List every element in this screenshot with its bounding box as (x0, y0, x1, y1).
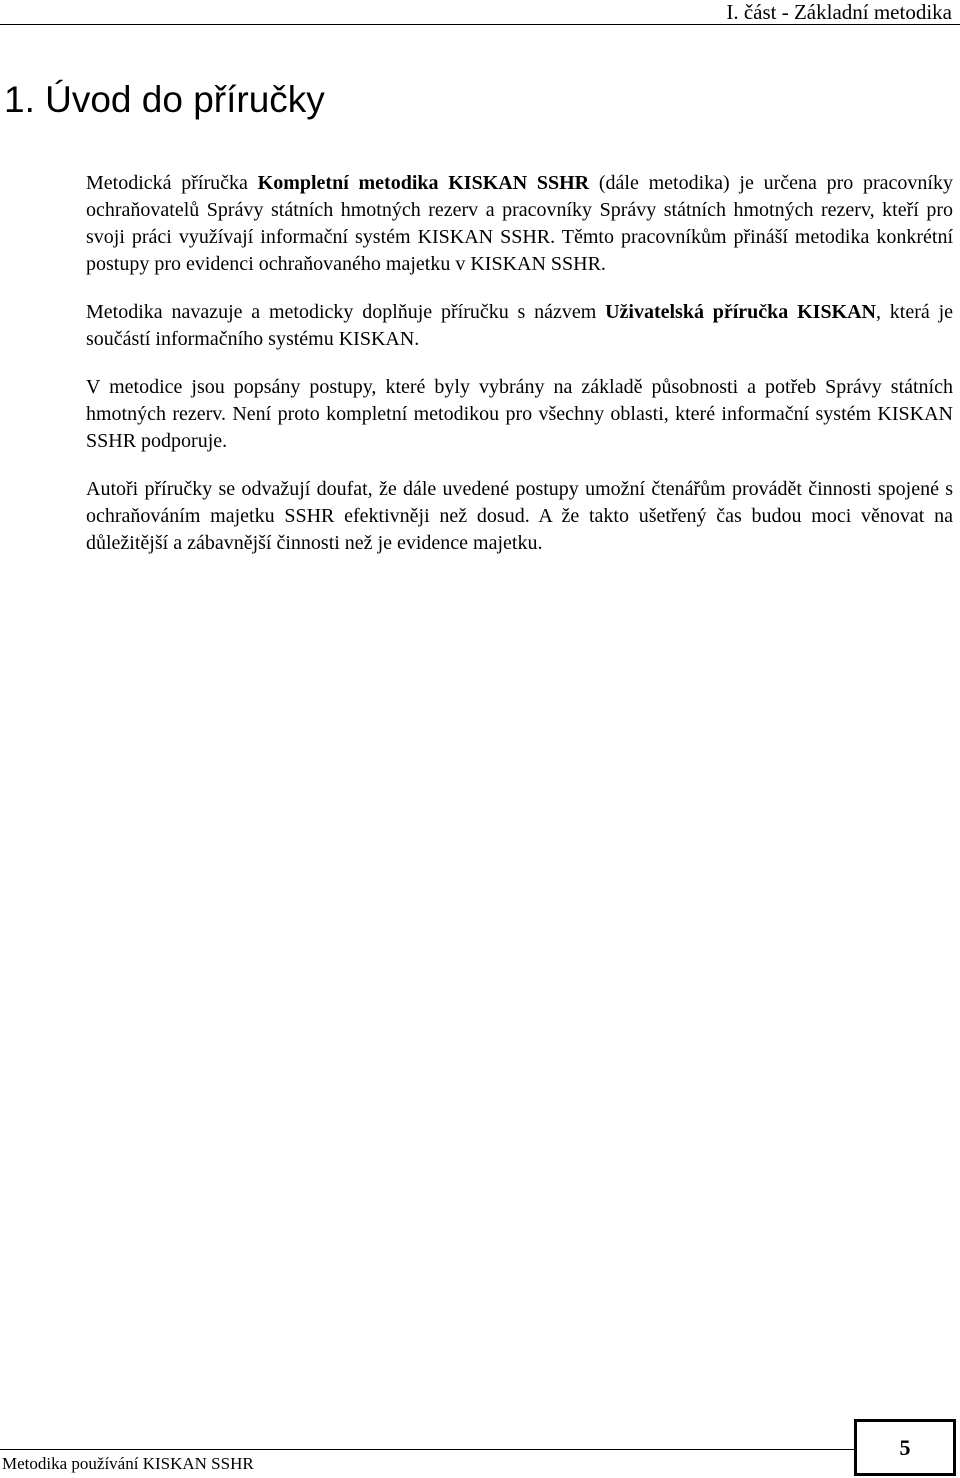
paragraph-reference (86, 299, 953, 353)
paragraph-intro (86, 170, 953, 278)
reference-lead-text: Metodika navazuje a metodicky doplňuje příručku s názvem (86, 301, 606, 323)
paragraph-scope: V metodice jsou popsány postupy, které byly vybrány na základě působnosti a potřeb Správy státních hmotných rezerv. Není proto kompletní metodikou pro všechny oblasti, které informační systém KISKAN SSHR podporuje. (86, 376, 953, 452)
intro-rest-text: (dále metodika) je určena pro pracovníky ochraňovatelů Správy státních hmotných rezerv a pracovníky Správy státních hmotných rezerv, kteří pro svoji práci využívají informační systém KISKAN SSHR. Těmto pracovníkům přináší metodika konkrétní postupy pro evidenci ochraňovaného majetku v KISKAN SSHR. (86, 172, 953, 275)
footer-document-name: Metodika používání KISKAN SSHR (2, 1454, 254, 1473)
reference-manual-title: Uživatelská příručka KISKAN (605, 301, 877, 323)
body-text (86, 170, 953, 578)
intro-document-title: Kompletní metodika KISKAN SSHR (257, 172, 590, 194)
running-header: I. část - Základní metodika (726, 0, 952, 24)
intro-lead-text: Metodická příručka (86, 172, 258, 194)
chapter-title: 1. Úvod do příručky (4, 79, 325, 120)
reference-rest-text: , která je součástí informačního systému KISKAN. (86, 301, 954, 350)
header-divider (0, 24, 960, 25)
page-number: 5 (854, 1419, 956, 1476)
footer-divider (0, 1449, 854, 1450)
paragraph-authors: Autoři příručky se odvažují doufat, že dále uvedené postupy umožní čtenářům provádět činnosti spojené s ochraňováním majetku SSHR efektivněji než dosud. A že takto ušetřený čas budou moci věnovat na důležitější a zábavnější činnosti než je evidence majetku. (86, 478, 953, 554)
